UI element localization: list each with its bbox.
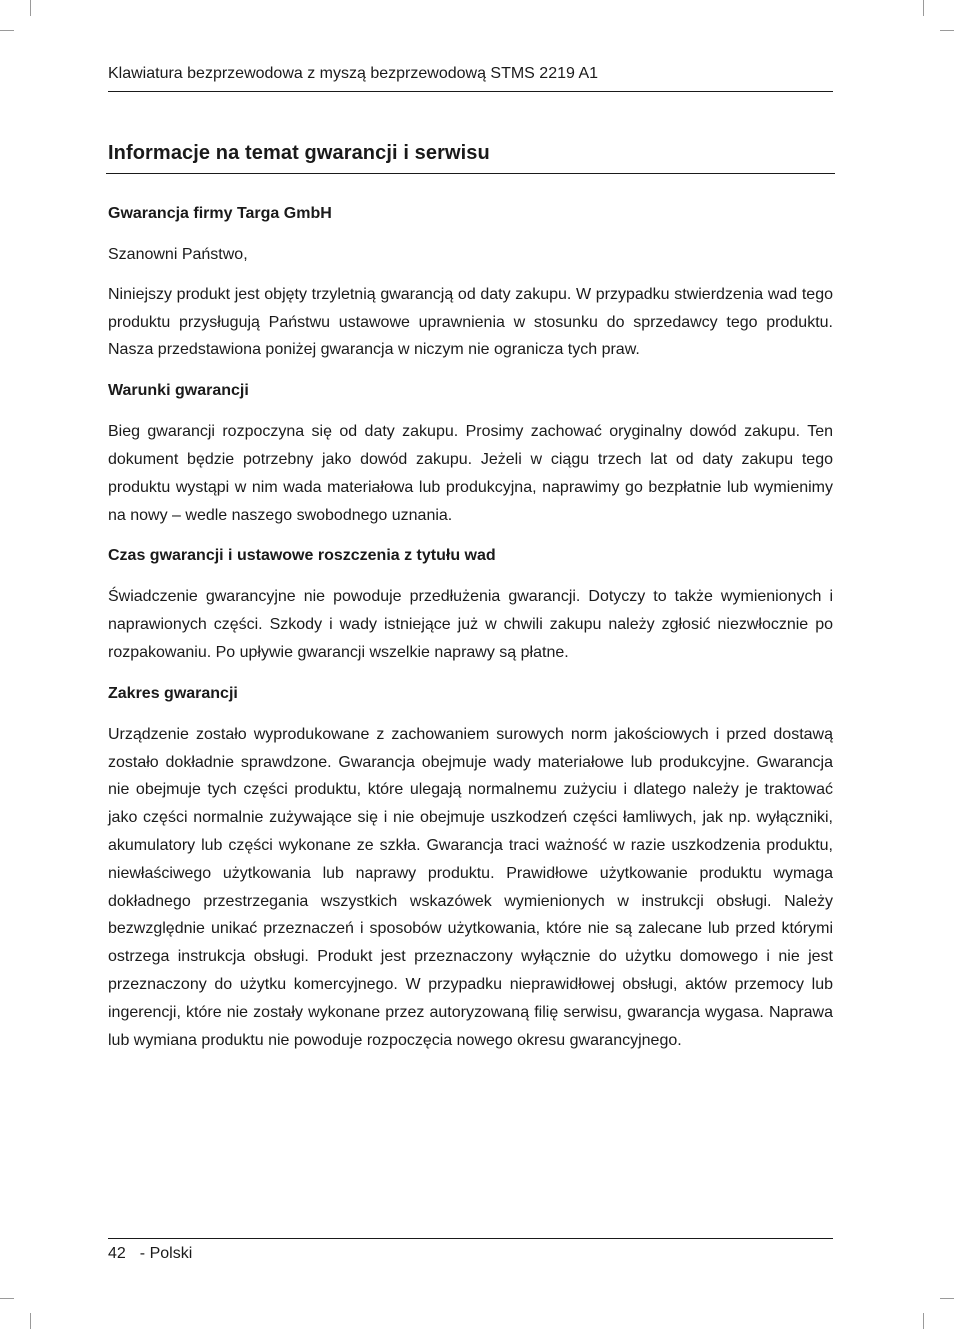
section-heading: Gwarancja firmy Targa GmbH [108, 205, 332, 222]
section-warranty-targa [108, 200, 833, 364]
crop-mark [30, 1313, 31, 1329]
title-rule [106, 173, 835, 174]
section-heading: Czas gwarancji i ustawowe roszczenia z tytułu wad [108, 547, 496, 565]
section-warranty-conditions [108, 377, 833, 529]
document-body [108, 200, 833, 1067]
body-paragraph: Bieg gwarancji rozpoczyna się od daty zakupu. Prosimy zachować oryginalny dowód zakupu. Ten dokument będzie potrzebny jako dowód zakupu. Jeżeli w ciągu trzech lat od daty zakupu tego produktu wystąpi w nim wada materiałowa lub produkcyjna, naprawimy go bezpłatnie lub wymienimy na nowy – wedle naszego swobodnego uznania. [108, 423, 833, 524]
page-title: Informacje na temat gwarancji i serwisu [108, 142, 490, 164]
greeting-paragraph: Szanowni Państwo, [108, 246, 248, 263]
crop-mark [923, 0, 924, 16]
header-rule [108, 91, 833, 92]
body-paragraph: Niniejszy produkt jest objęty trzyletnią gwarancją od daty zakupu. W przypadku stwierdzenia wad tego produktu przysługują Państwu ustawowe uprawnienia w stosunku do sprzedawcy tego produktu. Nasza przedstawiona poniżej gwarancja w niczym nie ogranicza tych praw. [108, 285, 833, 359]
crop-mark [940, 30, 954, 31]
section-heading: Zakres gwarancji [108, 684, 238, 702]
crop-mark [940, 1298, 954, 1299]
body-paragraph: Urządzenie zostało wyprodukowane z zachowaniem surowych norm jakościowych i przed dostawą zostało dokładnie sprawdzone. Gwarancja obejmuje wady materiałowe lub produkcyjne. Gwarancja nie obejmuje tych części produktu, które ulegają normalnemu zużyciu i dlatego należy je traktować jako części normalnie zużywające się i nie obejmuje uszkodzeń części łamliwych, jak np. wyłączniki, akumulatory lub części wykonane ze szkła. Gwarancja traci ważność w razie uszkodzenia produktu, niewłaściwego użytkowania lub naprawy produktu. Prawidłowe użytkowanie produktu wymaga dokładnego przestrzegania wszystkich wskazówek wymienionych w instrukcji obsługi. Należy bezwzględnie unikać przeznaczeń i sposobów użytkowania, które nie są zalecane lub przed którymi ostrzega instrukcja obsługi. Produkt jest przeznaczony wyłącznie do użytku domowego i nie jest przeznaczony do użytku komercyjnego. W przypadku nieprawidłowej obsługi, aktów przemocy lub ingerencji, które nie zostały wykonane przez autoryzowaną filię serwisu, gwarancja wygasa. Naprawa lub wymiana produktu nie powoduje rozpoczęcia nowego okresu gwarancyjnego. [108, 725, 833, 1049]
body-paragraph: Świadczenie gwarancyjne nie powoduje przedłużenia gwarancji. Dotyczy to także wymienionych i naprawionych części. Szkody i wady istniejące już w chwili zakupu należy zgłosić niezwłocznie po rozpakowaniu. Po upływie gwarancji wszelkie naprawy są płatne. [108, 588, 833, 661]
crop-mark [30, 0, 31, 16]
crop-mark [0, 30, 14, 31]
crop-mark [923, 1313, 924, 1329]
running-header: Klawiatura bezprzewodowa z myszą bezprzewodową STMS 2219 A1 [108, 65, 599, 82]
page-number: 42 [108, 1245, 126, 1262]
section-heading: Warunki gwarancji [108, 382, 249, 400]
section-warranty-scope [108, 680, 833, 1055]
crop-mark [0, 1298, 14, 1299]
page-footer [108, 1242, 192, 1266]
section-warranty-period [108, 542, 833, 666]
footer-language: - Polski [139, 1245, 193, 1262]
footer-rule [108, 1238, 833, 1239]
